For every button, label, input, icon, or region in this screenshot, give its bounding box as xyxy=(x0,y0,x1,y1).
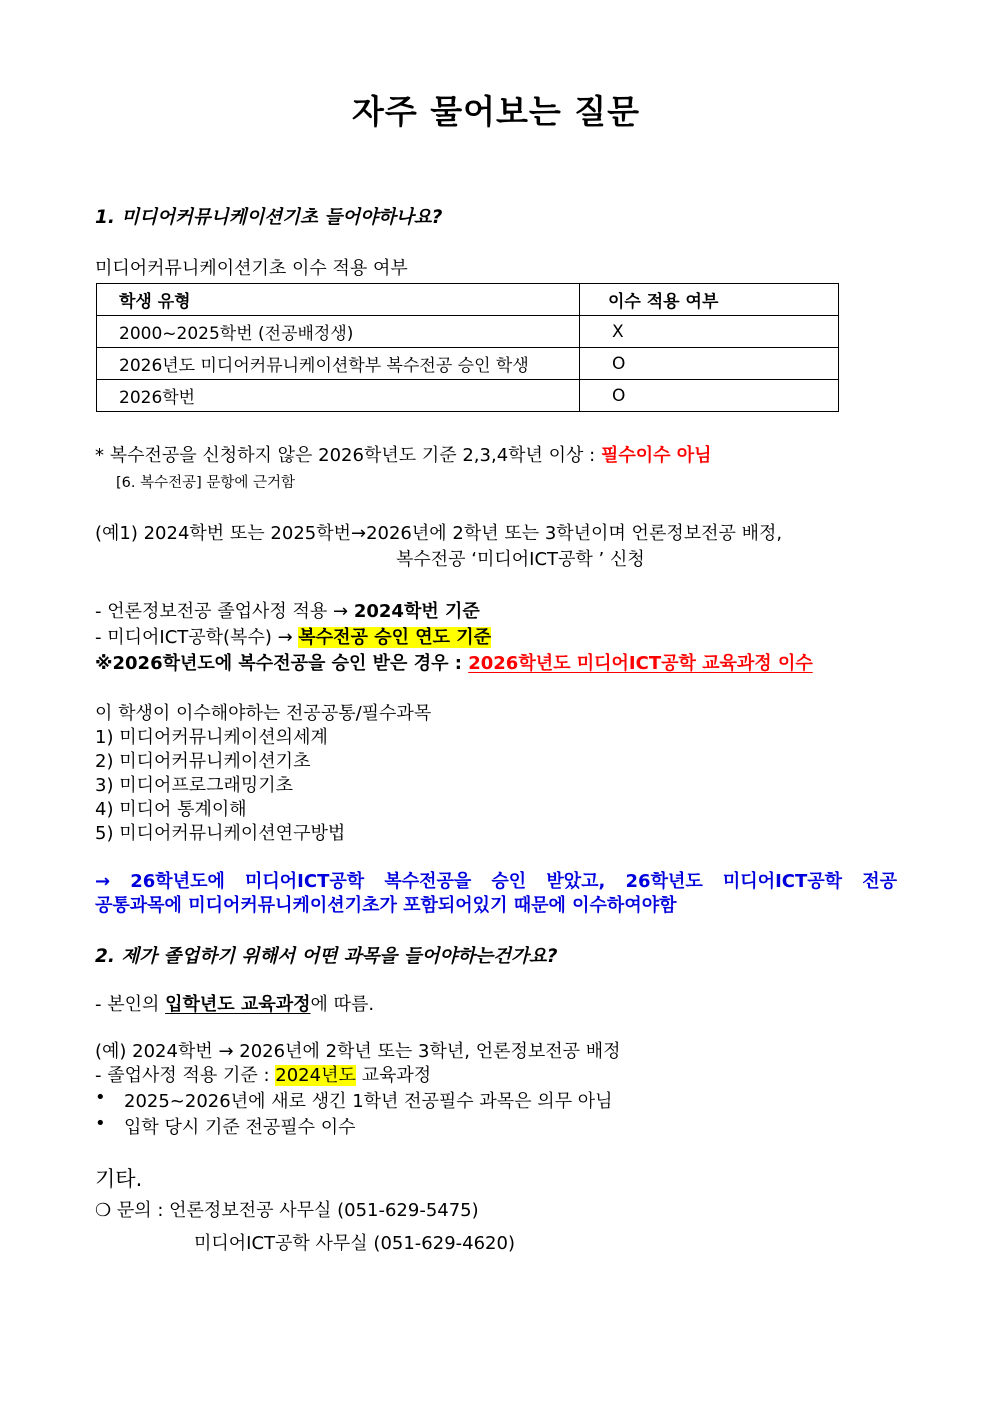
conclusion-line-1: → 26학년도에 미디어ICT공학 복수전공을 승인 받았고, 26학년도 미디어ICT공학 전공 xyxy=(95,871,897,892)
bullet-item xyxy=(95,1087,106,1108)
bullet-icon: • xyxy=(95,1113,106,1134)
example-line-1: (예1) 2024학번 또는 2025학번→2026년에 2학년 또는 3학년이며 언론정보전공 배정, xyxy=(95,523,783,544)
rule-3-prefix: ※2026학년도에 복수전공을 승인 받은 경우 : xyxy=(95,653,469,674)
course-item: 2) 미디어커뮤니케이션기초 xyxy=(95,751,311,772)
table-row xyxy=(97,316,839,348)
bullet-icon: • xyxy=(95,1087,106,1108)
table-cell: 2026학번 xyxy=(97,380,580,412)
rule-line-2 xyxy=(95,623,491,649)
contact-value: 언론정보전공 사무실 (051-629-5475) xyxy=(169,1200,479,1221)
table-row xyxy=(97,380,839,412)
table-caption: 미디어커뮤니케이션기초 이수 적용 여부 xyxy=(95,258,408,279)
rule-2-highlight: 복수전공 승인 연도 기준 xyxy=(298,627,492,648)
course-item: 3) 미디어프로그래밍기초 xyxy=(95,775,294,796)
table-header-row xyxy=(97,284,839,316)
table-row xyxy=(97,348,839,380)
answer-emphasis: 입학년도 교육과정 xyxy=(165,994,311,1015)
rule-3-emphasis: 2026학년도 미디어ICT공학 교육과정 이수 xyxy=(468,653,813,674)
table-header-cell: 이수 적용 여부 xyxy=(580,284,839,316)
table-cell: O xyxy=(580,348,839,380)
note-emphasis: 필수이수 아님 xyxy=(600,445,712,466)
note-line xyxy=(95,441,712,467)
page-title: 자주 물어보는 질문 xyxy=(351,92,640,131)
answer-suffix: 에 따름. xyxy=(310,994,375,1015)
answer-line xyxy=(95,990,374,1016)
table-header-cell: 학생 유형 xyxy=(97,284,580,316)
table-cell: O xyxy=(580,380,839,412)
rule-line-1 xyxy=(95,597,480,623)
criteria-highlight: 2024년도 xyxy=(275,1065,356,1086)
course-item: 5) 미디어커뮤니케이션연구방법 xyxy=(95,823,346,844)
question-1-heading: 1. 미디어커뮤니케이션기초 들어야하나요? xyxy=(95,207,443,228)
course-item: 1) 미디어커뮤니케이션의세계 xyxy=(95,727,328,748)
contact-line-2: 미디어ICT공학 사무실 (051-629-4620) xyxy=(194,1233,515,1254)
conclusion-line-2: 공통과목에 미디어커뮤니케이션기초가 포함되어있기 때문에 이수하여야함 xyxy=(95,895,677,916)
example-line-2: 복수전공 ‘미디어ICT공학 ’ 신청 xyxy=(396,549,645,570)
rule-1-bold: 2024학번 기준 xyxy=(353,601,480,622)
note-prefix: * 복수전공을 신청하지 않은 2026학년도 기준 2,3,4학년 이상 : xyxy=(95,445,601,466)
bullet-item xyxy=(95,1113,106,1134)
course-item: 4) 미디어 통계이해 xyxy=(95,799,247,820)
table-cell: 2000~2025학번 (전공배정생) xyxy=(97,316,580,348)
answer-prefix: - 본인의 xyxy=(95,994,166,1015)
rule-2-prefix: - 미디어ICT공학(복수) → xyxy=(95,627,299,648)
question-2-heading: 2. 제가 졸업하기 위해서 어떤 과목을 들어야하는건가요? xyxy=(95,946,558,967)
contact-label: ❍ 문의 : xyxy=(95,1200,170,1221)
bullet-item-text: 2025~2026년에 새로 생긴 1학년 전공필수 과목은 의무 아님 xyxy=(124,1091,613,1112)
rule-1-prefix: - 언론정보전공 졸업사정 적용 → xyxy=(95,601,354,622)
criteria-prefix: - 졸업사정 적용 기준 : xyxy=(95,1065,276,1086)
q2-example-line: (예) 2024학번 → 2026년에 2학년 또는 3학년, 언론정보전공 배정 xyxy=(95,1041,621,1062)
criteria-suffix: 교육과정 xyxy=(355,1065,432,1086)
note-reference: [6. 복수전공] 문항에 근거함 xyxy=(116,475,296,491)
etc-heading: 기타. xyxy=(95,1167,143,1191)
contact-line-1 xyxy=(95,1196,479,1222)
bullet-item-text: 입학 당시 기준 전공필수 이수 xyxy=(124,1117,356,1138)
table-cell: 2026년도 미디어커뮤니케이션학부 복수전공 승인 학생 xyxy=(97,348,580,380)
course-requirement-table xyxy=(96,283,839,412)
criteria-line xyxy=(95,1061,431,1087)
table-cell: X xyxy=(580,316,839,348)
rule-line-3 xyxy=(95,649,813,675)
courses-intro: 이 학생이 이수해야하는 전공공통/필수과목 xyxy=(95,703,432,724)
